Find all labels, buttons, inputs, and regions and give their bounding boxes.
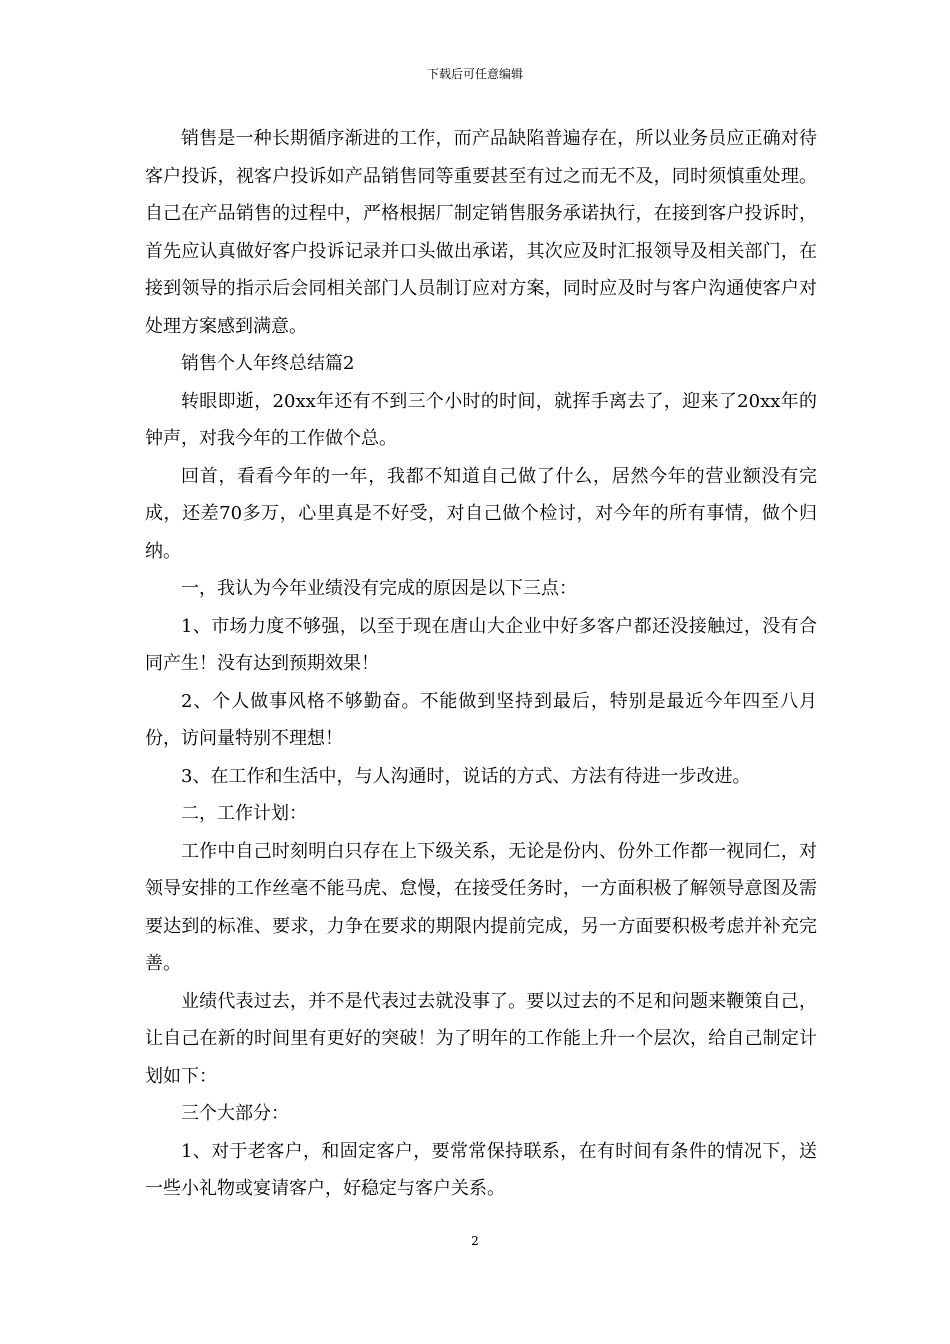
- document-body: [145, 120, 817, 1208]
- paragraph: 回首，看看今年的一年，我都不知道自己做了什么，居然今年的营业额没有完成，还差70多万，心里真是不好受，对自己做个检讨，对今年的所有事情，做个归纳。: [145, 465, 817, 562]
- paragraph: 三个大部分：: [181, 1103, 289, 1124]
- page-number: 2: [471, 1234, 479, 1248]
- list-item: 3、在工作和生活中，与人沟通时，说话的方式、方法有待进一步改进。: [181, 765, 751, 787]
- section-heading: 销售个人年终总结篇2: [181, 353, 355, 374]
- list-item: 2、个人做事风格不够勤奋。不能做到坚持到最后，特别是最近今年四至八月份，访问量特别不理想！: [145, 690, 817, 749]
- list-item: 1、对于老客户，和固定客户，要常常保持联系，在有时间有条件的情况下，送一些小礼物或宴请客户，好稳定与客户关系。: [145, 1140, 817, 1199]
- paragraph: 转眼即逝，20xx年还有不到三个小时的时间，就挥手离去了，迎来了20xx年的钟声，对我今年的工作做个总。: [145, 390, 817, 449]
- paragraph: 销售是一种长期循序渐进的工作，而产品缺陷普遍存在，所以业务员应正确对待客户投诉，视客户投诉如产品销售同等重要甚至有过之而无不及，同时须慎重处理。自己在产品销售的过程中，严格根据厂制定销售服务承诺执行，在接到客户投诉时，首先应认真做好客户投诉记录并口头做出承诺，其次应及时汇报领导及相关部门，在接到领导的指示后会同相关部门人员制订应对方案，同时应及时与客户沟通使客户对处理方案感到满意。: [145, 128, 817, 337]
- paragraph: 一，我认为今年业绩没有完成的原因是以下三点：: [181, 578, 577, 599]
- paragraph: 二，工作计划：: [181, 803, 307, 824]
- paragraph: 业绩代表过去，并不是代表过去就没事了。要以过去的不足和问题来鞭策自己，让自己在新的时间里有更好的突破！为了明年的工作能上升一个层次，给自己制定计划如下：: [145, 990, 817, 1087]
- page-header: 下载后可任意编辑: [426, 67, 523, 81]
- list-item: 1、市场力度不够强，以至于现在唐山大企业中好多客户都还没接触过，没有合同产生！没有达到预期效果！: [145, 615, 817, 674]
- paragraph: 工作中自己时刻明白只存在上下级关系，无论是份内、份外工作都一视同仁，对领导安排的工作丝毫不能马虎、怠慢，在接受任务时，一方面积极了解领导意图及需要达到的标准、要求，力争在要求的期限内提前完成，另一方面要积极考虑并补充完善。: [145, 840, 817, 974]
